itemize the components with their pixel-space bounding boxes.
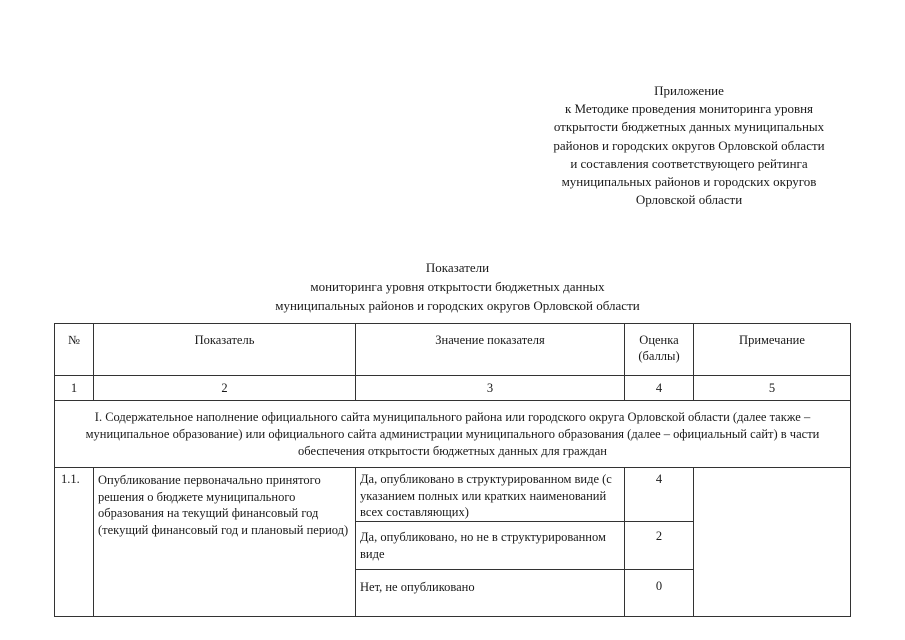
header-indicator: Показатель (94, 324, 356, 376)
appendix-line: и составления соответствующего рейтинга (570, 155, 808, 171)
section-row (55, 401, 851, 468)
table-row (55, 468, 851, 522)
value-option: Да, опубликовано в структурированном виде (с указанием полных или кратких наименований всех составляющих) (356, 468, 625, 522)
indicator-text: Опубликование первоначально принятого решения о бюджете муниципального образования на текущий финансовый год (текущий финансовый год и плановый период) (94, 468, 356, 617)
score-value: 4 (625, 468, 694, 522)
value-option: Да, опубликовано, но не в структурированном виде (356, 522, 625, 570)
title-line: мониторинга уровня открытости бюджетных данных (310, 279, 605, 294)
indicators-table (54, 323, 851, 617)
column-number: 3 (356, 376, 625, 401)
value-option: Нет, не опубликовано (356, 570, 625, 617)
title-line: муниципальных районов и городских округов Орловской области (275, 298, 640, 313)
appendix-line: к Методике проведения мониторинга уровня (564, 101, 814, 117)
header-note: Примечание (694, 324, 851, 376)
section-heading: I. Содержательное наполнение официального сайта муниципального района или городского округа Орловской области (далее также – муниципальное образование) или официального сайта администрации муниципального образования (далее – официальный сайт) в части обеспечения открытости бюджетных данных для граждан (55, 401, 851, 468)
title-line: Показатели (425, 260, 490, 275)
appendix-line: муниципальных районов и городских округов (561, 174, 817, 190)
appendix-line: Орловской области (635, 192, 743, 208)
appendix-line: районов и городских округов Орловской области (553, 137, 825, 153)
row-number: 1.1. (55, 468, 94, 617)
score-value: 2 (625, 522, 694, 570)
appendix-line: открытости бюджетных данных муниципальных (553, 119, 825, 135)
header-num: № (55, 324, 94, 376)
column-numbers-row (55, 376, 851, 401)
document-title (190, 258, 725, 315)
table-header-row (55, 324, 851, 376)
column-number: 2 (94, 376, 356, 401)
score-value: 0 (625, 570, 694, 617)
header-value: Значение показателя (356, 324, 625, 376)
note-cell (694, 468, 851, 617)
column-number: 4 (625, 376, 694, 401)
header-score: Оценка (баллы) (625, 324, 694, 376)
column-number: 5 (694, 376, 851, 401)
appendix-line: Приложение (654, 83, 724, 98)
column-number: 1 (55, 376, 94, 401)
appendix-block (520, 82, 858, 209)
